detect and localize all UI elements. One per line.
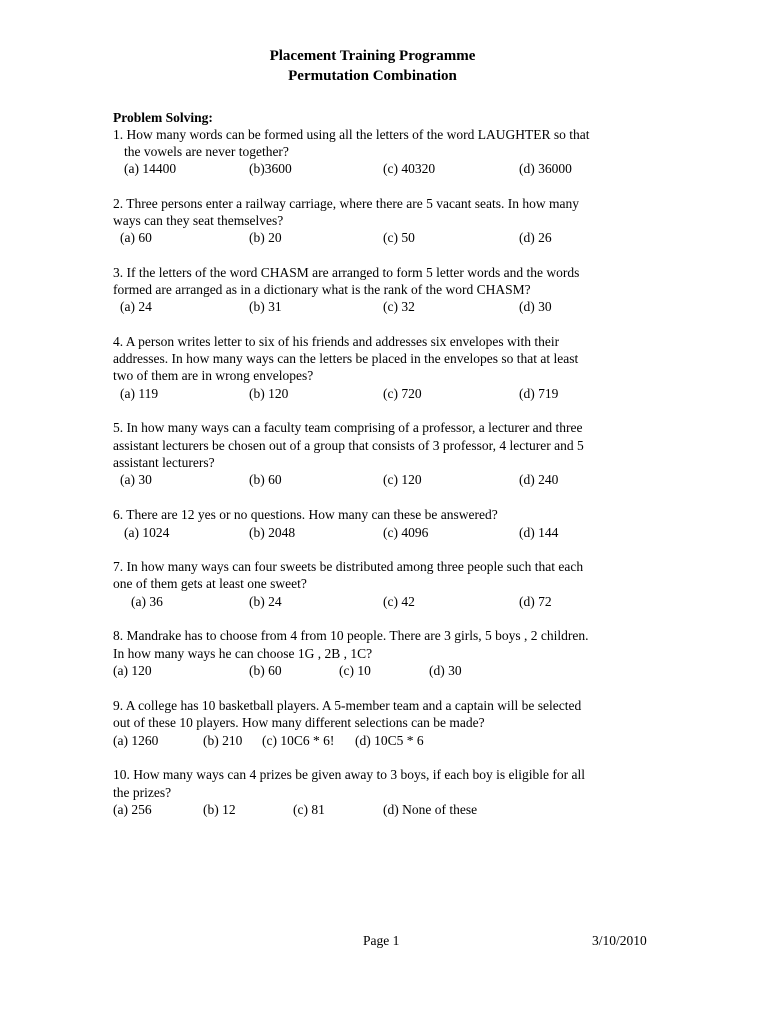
- answer-option: (c) 120: [383, 472, 422, 487]
- answer-option: (d) 26: [519, 230, 552, 245]
- answer-option: (b) 12: [203, 802, 236, 817]
- answer-option: (d) 30: [519, 299, 552, 314]
- answer-option: (d) 240: [519, 472, 559, 487]
- answer-option: (d) None of these: [383, 802, 478, 817]
- answer-option: (b) 120: [249, 386, 289, 401]
- document-subtitle: Permutation Combination: [288, 68, 457, 84]
- answer-option: (c) 50: [383, 230, 415, 245]
- question-text: 4. A person writes letter to six of his friends and addresses six envelopes with their: [113, 334, 560, 349]
- answer-option: (c) 32: [383, 299, 415, 314]
- document-title: Placement Training Programme: [269, 48, 476, 64]
- answer-option: (a) 1260: [113, 733, 159, 748]
- question-text: addresses. In how many ways can the letters be placed in the envelopes so that at least: [113, 351, 579, 366]
- question-text: 7. In how many ways can four sweets be distributed among three people such that each: [113, 559, 584, 574]
- answer-option: (a) 36: [131, 594, 163, 609]
- question-text: assistant lecturers be chosen out of a group that consists of 3 professor, 4 lecturer and 5: [113, 438, 584, 453]
- answer-option: (a) 24: [120, 299, 152, 314]
- answer-option: (c) 10C6 * 6!: [262, 733, 335, 748]
- question-text: one of them gets at least one sweet?: [113, 576, 307, 591]
- question-text: assistant lecturers?: [113, 455, 215, 470]
- answer-option: (d) 144: [519, 525, 559, 540]
- answer-option: (c) 40320: [383, 161, 436, 176]
- document-date: 3/10/2010: [592, 933, 647, 948]
- answer-option: (b) 60: [249, 663, 282, 678]
- question-text: 10. How many ways can 4 prizes be given away to 3 boys, if each boy is eligible for all: [113, 767, 585, 782]
- answer-option: (a) 30: [120, 472, 152, 487]
- answer-option: (a) 119: [120, 386, 159, 401]
- answer-option: (d) 10C5 * 6: [355, 733, 424, 748]
- answer-option: (c) 4096: [383, 525, 429, 540]
- answer-option: (d) 719: [519, 386, 559, 401]
- answer-option: (c) 81: [293, 802, 325, 817]
- question-text: 9. A college has 10 basketball players. A 5-member team and a captain will be selected: [113, 698, 582, 713]
- answer-option: (b) 210: [203, 733, 243, 748]
- answer-option: (d) 30: [429, 663, 462, 678]
- question-text: 2. Three persons enter a railway carriage, where there are 5 vacant seats. In how many: [113, 196, 580, 211]
- question-text: 1. How many words can be formed using all the letters of the word LAUGHTER so that: [113, 127, 590, 142]
- answer-option: (c) 720: [383, 386, 422, 401]
- question-text: out of these 10 players. How many different selections can be made?: [113, 715, 485, 730]
- answer-option: (b) 60: [249, 472, 282, 487]
- page-number: Page 1: [363, 933, 400, 948]
- section-heading: Problem Solving:: [113, 110, 213, 125]
- answer-option: (b)3600: [249, 161, 292, 176]
- question-text: 6. There are 12 yes or no questions. How many can these be answered?: [113, 507, 498, 522]
- answer-option: (b) 2048: [249, 525, 296, 540]
- question-text: two of them are in wrong envelopes?: [113, 368, 314, 383]
- question-text: ways can they seat themselves?: [113, 213, 284, 228]
- question-text: the vowels are never together?: [124, 144, 289, 159]
- answer-option: (b) 24: [249, 594, 282, 609]
- question-text: 3. If the letters of the word CHASM are arranged to form 5 letter words and the words: [113, 265, 580, 280]
- question-text: the prizes?: [113, 785, 172, 800]
- answer-option: (a) 120: [113, 663, 152, 678]
- answer-option: (a) 1024: [124, 525, 170, 540]
- answer-option: (d) 36000: [519, 161, 572, 176]
- answer-option: (b) 31: [249, 299, 282, 314]
- answer-option: (b) 20: [249, 230, 282, 245]
- question-text: 5. In how many ways can a faculty team comprising of a professor, a lecturer and three: [113, 420, 583, 435]
- question-text: formed are arranged as in a dictionary what is the rank of the word CHASM?: [113, 282, 531, 297]
- answer-option: (a) 60: [120, 230, 152, 245]
- answer-option: (a) 14400: [124, 161, 177, 176]
- answer-option: (c) 42: [383, 594, 415, 609]
- question-text: 8. Mandrake has to choose from 4 from 10 people. There are 3 girls, 5 boys , 2 children.: [113, 628, 589, 643]
- answer-option: (c) 10: [339, 663, 371, 678]
- answer-option: (d) 72: [519, 594, 552, 609]
- question-text: In how many ways he can choose 1G , 2B , 1C?: [113, 646, 373, 661]
- answer-option: (a) 256: [113, 802, 152, 817]
